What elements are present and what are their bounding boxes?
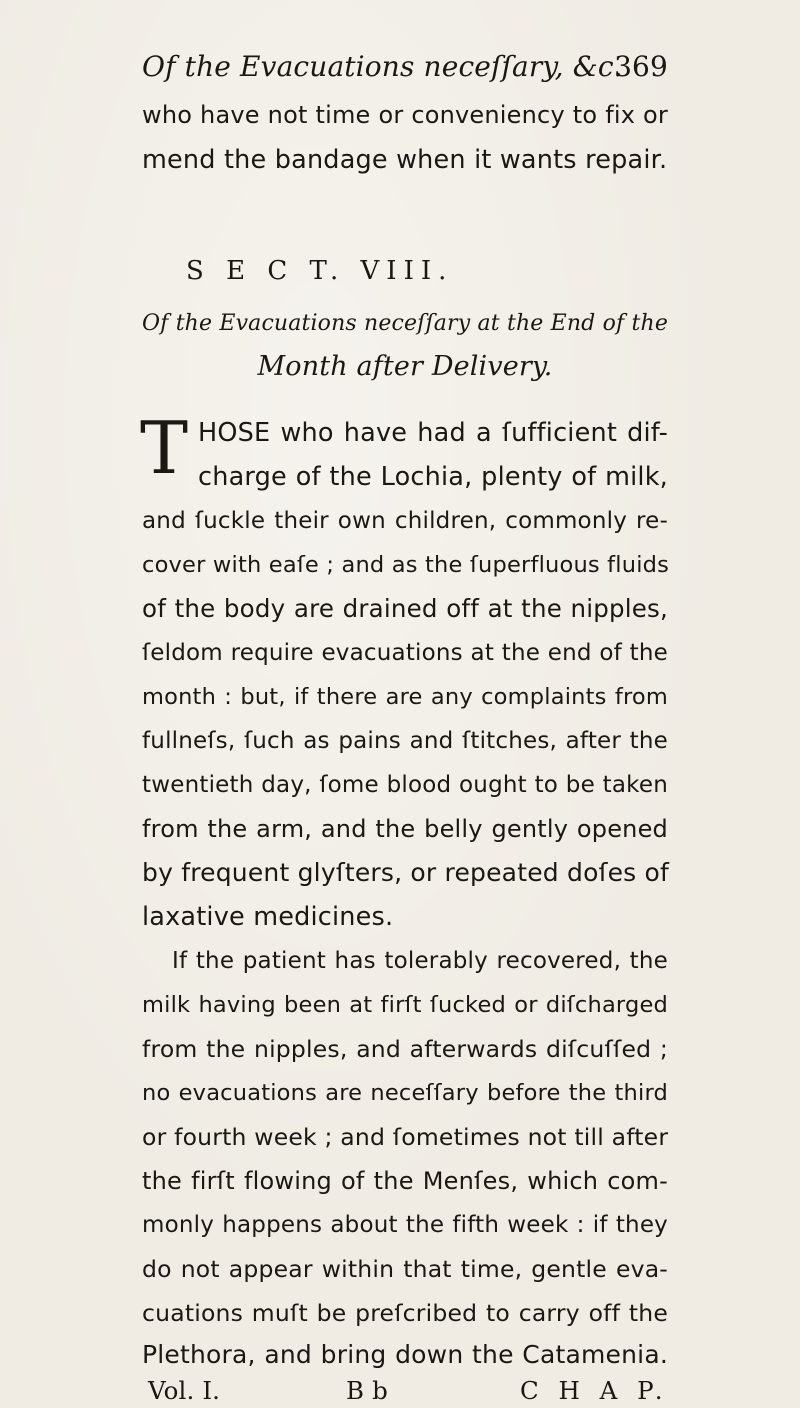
page-number: 369 xyxy=(614,50,668,83)
drop-cap: T xyxy=(140,406,189,490)
running-title: Of the Evacuations neceſſary, &c. xyxy=(142,50,623,83)
text-line: laxative medicines. xyxy=(142,902,394,932)
text-line: no evacuations are neceſſary before the third xyxy=(142,1080,668,1106)
text-line: If the patient has tolerably recovered, the xyxy=(172,948,668,974)
text-line: cuations muſt be preſcribed to carry off the xyxy=(142,1299,668,1327)
text-line: the firſt flowing of the Menſes, which com- xyxy=(142,1167,668,1195)
text-line: month : but, if there are any complaints from xyxy=(142,684,668,710)
text-line: from the arm, and the belly gently opened xyxy=(142,815,668,843)
volume-mark: Vol. I. xyxy=(148,1376,221,1405)
text-line: mend the bandage when it wants repair. xyxy=(142,145,668,175)
text-line: twentieth day, ſome blood ought to be taken xyxy=(142,772,668,798)
section-subtitle: Month after Delivery. xyxy=(257,351,553,382)
text-line: cover with eaſe ; and as the ſuperfluous fluids xyxy=(142,552,670,578)
catchword: C H A P. xyxy=(520,1376,669,1405)
text-line: HOSE who have had a ſufficient dif- xyxy=(198,418,668,448)
text-line: do not appear within that time, gentle eva- xyxy=(142,1255,668,1283)
text-line: charge of the Lochia, plenty of milk, xyxy=(198,462,668,492)
section-subtitle: Of the Evacuations neceſſary at the End of the xyxy=(142,311,668,336)
text-line: from the nipples, and afterwards diſcuſſed ; xyxy=(142,1035,668,1063)
text-line: by frequent glyſters, or repeated doſes of xyxy=(142,858,670,887)
text-line: who have not time or conveniency to fix or xyxy=(142,101,668,129)
text-line: fullneſs, ſuch as pains and ſtitches, after the xyxy=(142,728,668,754)
text-line: or fourth week ; and ſometimes not till after xyxy=(142,1123,669,1151)
text-line: of the body are drained off at the nipples, xyxy=(142,594,668,623)
text-line: Plethora, and bring down the Catamenia. xyxy=(142,1340,668,1369)
section-heading: S E C T. VIII. xyxy=(186,256,454,286)
text-line: monly happens about the fifth week : if they xyxy=(142,1212,668,1238)
text-line: milk having been at firſt ſucked or diſcharged xyxy=(142,992,668,1018)
text-line: and ſuckle their own children, commonly re- xyxy=(142,508,668,534)
text-line: ſeldom require evacuations at the end of the xyxy=(142,640,668,666)
running-header xyxy=(142,50,668,84)
signature-mark: B b xyxy=(346,1376,388,1405)
